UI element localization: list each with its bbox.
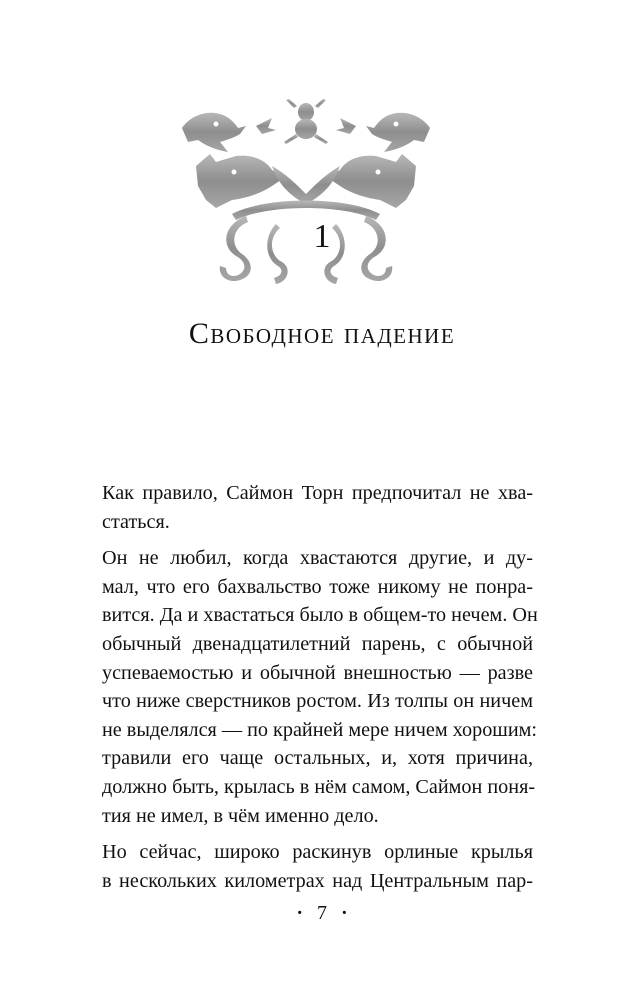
heraldic-beasts-emblem-icon xyxy=(176,96,436,296)
text-line: Но сейчас, широко раскинув орлиные крылья xyxy=(102,841,533,864)
text-line: в нескольких километрах над Центральным пар- xyxy=(102,869,533,892)
text-line: что ниже сверстников ростом. Из толпы он ничем xyxy=(102,690,533,713)
text-line: должно быть, крылась в нём самом, Саймон поня- xyxy=(102,775,536,798)
text-line: мал, что его бахвальство тоже никому не понра- xyxy=(102,575,533,598)
text-line: тия не имел, в чём именно дело. xyxy=(102,804,379,827)
text-line: успеваемостью и обычной внешностью — разве xyxy=(102,661,533,684)
text-line: Как правило, Саймон Торн предпочитал не хва- xyxy=(102,482,533,504)
text-line: не выделялся — по крайней мере ничем хорошим: xyxy=(102,718,538,741)
page-number-value: 7 xyxy=(317,902,327,924)
body-text xyxy=(102,479,538,895)
text-line: Он не любил, когда хвастаются другие, и ду- xyxy=(102,547,533,570)
text-line: статься. xyxy=(102,510,170,533)
chapter-number: 1 xyxy=(313,218,331,255)
text-line: вится. Да и хвастаться было в общем-то нечем. Он xyxy=(102,604,538,627)
page-number xyxy=(0,902,644,925)
page-dot-right: · xyxy=(341,902,348,924)
text-line: травили его чаще остальных, и, хотя причина, xyxy=(102,747,533,770)
page-dot-left: · xyxy=(296,902,303,924)
chapter-title: Свободное падение xyxy=(188,317,456,350)
text-line: обычный двенадцатилетний парень, с обычной xyxy=(102,632,533,655)
